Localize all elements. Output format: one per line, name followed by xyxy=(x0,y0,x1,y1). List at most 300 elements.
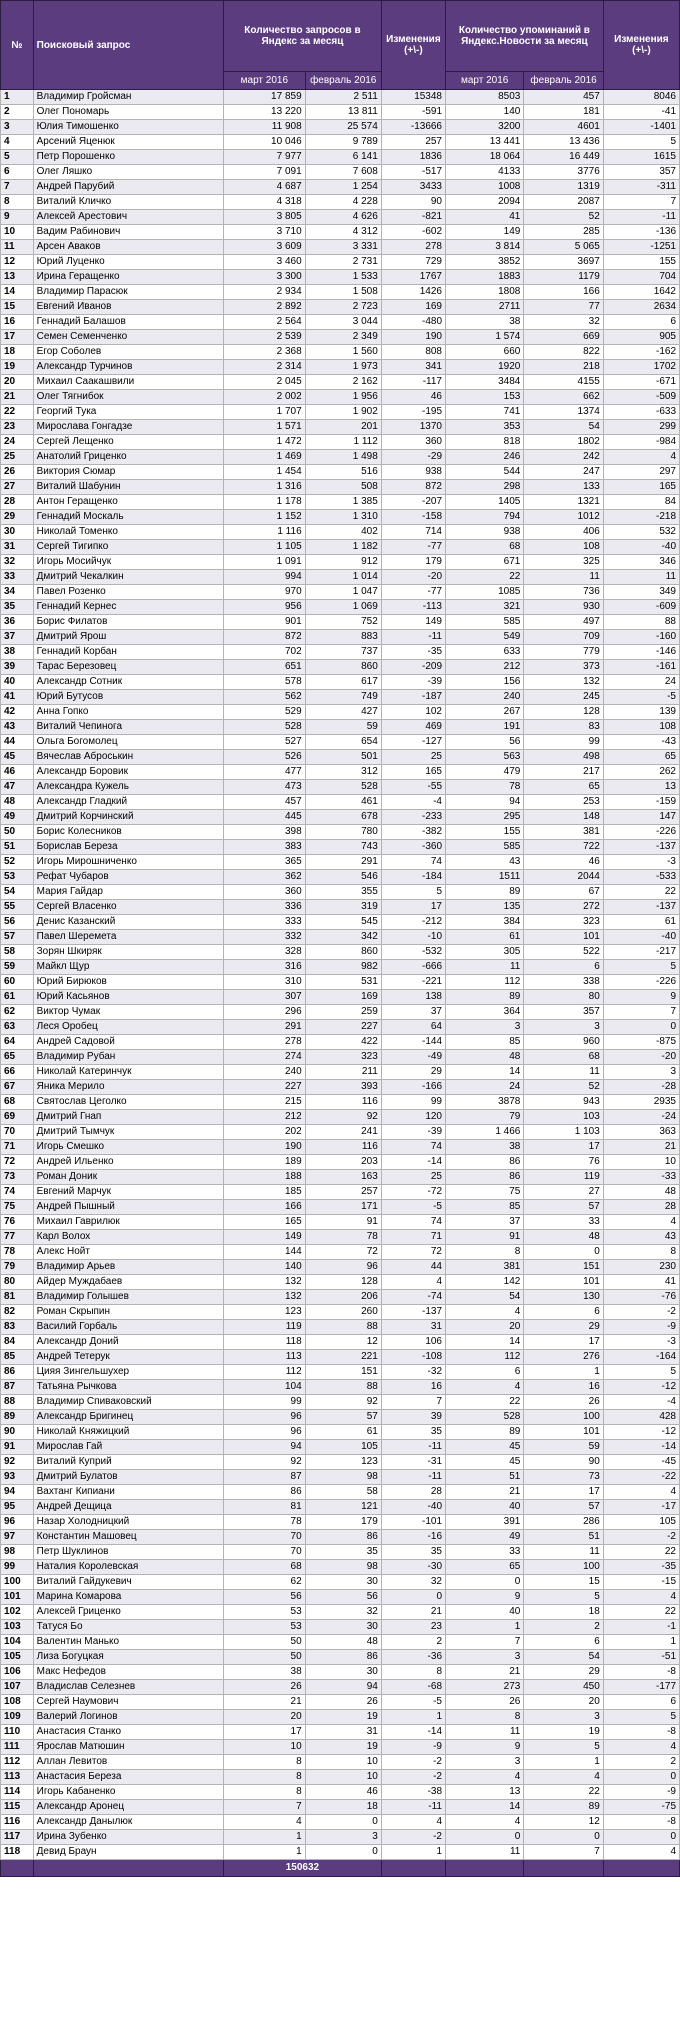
news-march-cell: 1 574 xyxy=(446,330,524,345)
news-change-cell: 4 xyxy=(603,1215,679,1230)
yandex-february-cell: 61 xyxy=(305,1425,381,1440)
row-number-cell: 7 xyxy=(1,180,34,195)
news-march-cell: 1405 xyxy=(446,495,524,510)
table-row xyxy=(1,570,680,585)
table-row xyxy=(1,1425,680,1440)
query-name-cell: Александр Сотник xyxy=(33,675,223,690)
yandex-march-cell: 99 xyxy=(224,1395,306,1410)
news-march-cell: 1 xyxy=(446,1620,524,1635)
row-number-cell: 74 xyxy=(1,1185,34,1200)
yandex-march-cell: 113 xyxy=(224,1350,306,1365)
query-name-cell: Дмитрий Тымчук xyxy=(33,1125,223,1140)
news-change-cell: -51 xyxy=(603,1650,679,1665)
yandex-february-cell: 1 385 xyxy=(305,495,381,510)
news-change-cell: -2 xyxy=(603,1530,679,1545)
yandex-february-cell: 1 498 xyxy=(305,450,381,465)
table-row xyxy=(1,1380,680,1395)
yandex-change-cell: 1836 xyxy=(381,150,445,165)
table-row xyxy=(1,1335,680,1350)
table-row xyxy=(1,195,680,210)
yandex-march-cell: 123 xyxy=(224,1305,306,1320)
yandex-february-cell: 342 xyxy=(305,930,381,945)
news-february-cell: 17 xyxy=(524,1140,603,1155)
news-march-cell: 13 441 xyxy=(446,135,524,150)
yandex-change-cell: -187 xyxy=(381,690,445,705)
news-march-cell: 56 xyxy=(446,735,524,750)
news-february-cell: 450 xyxy=(524,1680,603,1695)
news-february-cell: 381 xyxy=(524,825,603,840)
news-march-cell: 89 xyxy=(446,885,524,900)
query-name-cell: Евгений Марчук xyxy=(33,1185,223,1200)
header-num: № xyxy=(1,1,34,90)
yandex-march-cell: 578 xyxy=(224,675,306,690)
yandex-change-cell: -9 xyxy=(381,1740,445,1755)
row-number-cell: 29 xyxy=(1,510,34,525)
yandex-february-cell: 860 xyxy=(305,945,381,960)
subheader-news-february: февраль 2016 xyxy=(524,72,603,90)
row-number-cell: 96 xyxy=(1,1515,34,1530)
query-name-cell: Вахтанг Кипиани xyxy=(33,1485,223,1500)
row-number-cell: 33 xyxy=(1,570,34,585)
yandex-change-cell: -4 xyxy=(381,795,445,810)
yandex-march-cell: 274 xyxy=(224,1050,306,1065)
news-february-cell: 4 xyxy=(524,1770,603,1785)
yandex-february-cell: 31 xyxy=(305,1725,381,1740)
query-name-cell: Александр Данылюк xyxy=(33,1815,223,1830)
news-change-cell: 4 xyxy=(603,1845,679,1860)
yandex-march-cell: 994 xyxy=(224,570,306,585)
yandex-march-cell: 70 xyxy=(224,1545,306,1560)
news-change-cell: -9 xyxy=(603,1785,679,1800)
news-change-cell: -22 xyxy=(603,1470,679,1485)
yandex-change-cell: -11 xyxy=(381,1440,445,1455)
news-february-cell: 217 xyxy=(524,765,603,780)
yandex-march-cell: 2 002 xyxy=(224,390,306,405)
news-change-cell: -28 xyxy=(603,1080,679,1095)
yandex-march-cell: 185 xyxy=(224,1185,306,1200)
yandex-change-cell: -602 xyxy=(381,225,445,240)
news-march-cell: 89 xyxy=(446,990,524,1005)
yandex-march-cell: 4 318 xyxy=(224,195,306,210)
news-march-cell: 13 xyxy=(446,1785,524,1800)
yandex-march-cell: 1 116 xyxy=(224,525,306,540)
query-name-cell: Александр Бригинец xyxy=(33,1410,223,1425)
table-row xyxy=(1,1155,680,1170)
news-february-cell: 48 xyxy=(524,1230,603,1245)
yandex-change-cell: -2 xyxy=(381,1755,445,1770)
yandex-march-cell: 1 571 xyxy=(224,420,306,435)
news-february-cell: 253 xyxy=(524,795,603,810)
table-row xyxy=(1,1020,680,1035)
news-february-cell: 17 xyxy=(524,1335,603,1350)
table-row xyxy=(1,675,680,690)
yandex-change-cell: 39 xyxy=(381,1410,445,1425)
news-february-cell: 90 xyxy=(524,1455,603,1470)
yandex-change-cell: -49 xyxy=(381,1050,445,1065)
news-march-cell: 11 xyxy=(446,1725,524,1740)
yandex-march-cell: 702 xyxy=(224,645,306,660)
yandex-march-cell: 477 xyxy=(224,765,306,780)
yandex-change-cell: 138 xyxy=(381,990,445,1005)
table-row xyxy=(1,525,680,540)
row-number-cell: 90 xyxy=(1,1425,34,1440)
news-february-cell: 4155 xyxy=(524,375,603,390)
query-name-cell: Роман Доник xyxy=(33,1170,223,1185)
yandex-february-cell: 163 xyxy=(305,1170,381,1185)
news-february-cell: 54 xyxy=(524,420,603,435)
news-march-cell: 2711 xyxy=(446,300,524,315)
news-change-cell: 6 xyxy=(603,315,679,330)
news-february-cell: 1374 xyxy=(524,405,603,420)
yandex-march-cell: 50 xyxy=(224,1650,306,1665)
yandex-march-cell: 1 469 xyxy=(224,450,306,465)
news-february-cell: 52 xyxy=(524,210,603,225)
news-february-cell: 80 xyxy=(524,990,603,1005)
row-number-cell: 66 xyxy=(1,1065,34,1080)
news-march-cell: 0 xyxy=(446,1575,524,1590)
yandex-february-cell: 1 973 xyxy=(305,360,381,375)
table-row xyxy=(1,840,680,855)
row-number-cell: 107 xyxy=(1,1680,34,1695)
news-march-cell: 3 xyxy=(446,1755,524,1770)
yandex-march-cell: 87 xyxy=(224,1470,306,1485)
news-march-cell: 0 xyxy=(446,1830,524,1845)
table-row xyxy=(1,660,680,675)
news-february-cell: 130 xyxy=(524,1290,603,1305)
news-march-cell: 8 xyxy=(446,1710,524,1725)
news-change-cell: -14 xyxy=(603,1440,679,1455)
yandex-march-cell: 4 687 xyxy=(224,180,306,195)
footer-cell-empty xyxy=(1,1860,34,1877)
yandex-march-cell: 1 316 xyxy=(224,480,306,495)
table-row xyxy=(1,1785,680,1800)
news-change-cell: 346 xyxy=(603,555,679,570)
table-row xyxy=(1,1620,680,1635)
yandex-march-cell: 291 xyxy=(224,1020,306,1035)
news-february-cell: 669 xyxy=(524,330,603,345)
yandex-february-cell: 30 xyxy=(305,1620,381,1635)
yandex-february-cell: 545 xyxy=(305,915,381,930)
row-number-cell: 106 xyxy=(1,1665,34,1680)
query-name-cell: Андрей Тетерук xyxy=(33,1350,223,1365)
yandex-change-cell: 938 xyxy=(381,465,445,480)
query-name-cell: Виталий Куприй xyxy=(33,1455,223,1470)
yandex-change-cell: -209 xyxy=(381,660,445,675)
query-name-cell: Виталий Чепинога xyxy=(33,720,223,735)
yandex-february-cell: 461 xyxy=(305,795,381,810)
news-march-cell: 49 xyxy=(446,1530,524,1545)
row-number-cell: 45 xyxy=(1,750,34,765)
table-row xyxy=(1,1560,680,1575)
table-row xyxy=(1,945,680,960)
news-march-cell: 51 xyxy=(446,1470,524,1485)
news-change-cell: -533 xyxy=(603,870,679,885)
news-march-cell: 68 xyxy=(446,540,524,555)
news-march-cell: 91 xyxy=(446,1230,524,1245)
yandex-march-cell: 1 472 xyxy=(224,435,306,450)
row-number-cell: 37 xyxy=(1,630,34,645)
row-number-cell: 59 xyxy=(1,960,34,975)
row-number-cell: 89 xyxy=(1,1410,34,1425)
news-march-cell: 156 xyxy=(446,675,524,690)
footer-cell-empty xyxy=(524,1860,603,1877)
yandex-february-cell: 9 789 xyxy=(305,135,381,150)
query-name-cell: Марина Комарова xyxy=(33,1590,223,1605)
news-change-cell: -75 xyxy=(603,1800,679,1815)
yandex-march-cell: 473 xyxy=(224,780,306,795)
news-march-cell: 48 xyxy=(446,1050,524,1065)
yandex-change-cell: -2 xyxy=(381,1770,445,1785)
subheader-yandex-march: март 2016 xyxy=(224,72,306,90)
query-name-cell: Константин Машовец xyxy=(33,1530,223,1545)
yandex-february-cell: 312 xyxy=(305,765,381,780)
yandex-change-cell: 25 xyxy=(381,1170,445,1185)
query-name-cell: Геннадий Кернес xyxy=(33,600,223,615)
table-row xyxy=(1,315,680,330)
news-change-cell: -12 xyxy=(603,1380,679,1395)
yandex-february-cell: 58 xyxy=(305,1485,381,1500)
news-march-cell: 86 xyxy=(446,1155,524,1170)
news-february-cell: 29 xyxy=(524,1665,603,1680)
news-change-cell: 0 xyxy=(603,1020,679,1035)
table-row xyxy=(1,405,680,420)
row-number-cell: 8 xyxy=(1,195,34,210)
news-change-cell: -17 xyxy=(603,1500,679,1515)
table-footer xyxy=(1,1860,680,1877)
yandex-change-cell: -30 xyxy=(381,1560,445,1575)
yandex-february-cell: 1 182 xyxy=(305,540,381,555)
yandex-march-cell: 38 xyxy=(224,1665,306,1680)
table-row xyxy=(1,1140,680,1155)
yandex-february-cell: 92 xyxy=(305,1110,381,1125)
query-name-cell: Александр Аронец xyxy=(33,1800,223,1815)
news-march-cell: 1085 xyxy=(446,585,524,600)
yandex-february-cell: 201 xyxy=(305,420,381,435)
yandex-change-cell: 64 xyxy=(381,1020,445,1035)
row-number-cell: 72 xyxy=(1,1155,34,1170)
yandex-march-cell: 3 710 xyxy=(224,225,306,240)
news-february-cell: 943 xyxy=(524,1095,603,1110)
yandex-march-cell: 360 xyxy=(224,885,306,900)
news-march-cell: 4 xyxy=(446,1305,524,1320)
news-february-cell: 83 xyxy=(524,720,603,735)
yandex-march-cell: 4 xyxy=(224,1815,306,1830)
query-name-cell: Цияя Зингельшухер xyxy=(33,1365,223,1380)
yandex-change-cell: 106 xyxy=(381,1335,445,1350)
yandex-march-cell: 50 xyxy=(224,1635,306,1650)
yandex-february-cell: 10 xyxy=(305,1770,381,1785)
query-name-cell: Мирослава Гонгадзе xyxy=(33,420,223,435)
yandex-change-cell: 15348 xyxy=(381,90,445,105)
row-number-cell: 35 xyxy=(1,600,34,615)
news-february-cell: 498 xyxy=(524,750,603,765)
yandex-change-cell: -35 xyxy=(381,645,445,660)
table-row xyxy=(1,1440,680,1455)
table-row xyxy=(1,1695,680,1710)
news-change-cell: 139 xyxy=(603,705,679,720)
yandex-february-cell: 18 xyxy=(305,1800,381,1815)
yandex-change-cell: -212 xyxy=(381,915,445,930)
row-number-cell: 28 xyxy=(1,495,34,510)
yandex-february-cell: 88 xyxy=(305,1380,381,1395)
yandex-change-cell: 341 xyxy=(381,360,445,375)
news-february-cell: 166 xyxy=(524,285,603,300)
row-number-cell: 82 xyxy=(1,1305,34,1320)
news-change-cell: 905 xyxy=(603,330,679,345)
news-change-cell: 230 xyxy=(603,1260,679,1275)
yandex-february-cell: 30 xyxy=(305,1575,381,1590)
news-change-cell: -9 xyxy=(603,1320,679,1335)
yandex-change-cell: 2 xyxy=(381,1635,445,1650)
yandex-march-cell: 7 977 xyxy=(224,150,306,165)
query-name-cell: Дмитрий Чекалкин xyxy=(33,570,223,585)
row-number-cell: 43 xyxy=(1,720,34,735)
yandex-change-cell: 179 xyxy=(381,555,445,570)
query-name-cell: Лиза Богуцкая xyxy=(33,1650,223,1665)
news-march-cell: 938 xyxy=(446,525,524,540)
news-march-cell: 479 xyxy=(446,765,524,780)
query-name-cell: Юрий Касьянов xyxy=(33,990,223,1005)
yandex-march-cell: 11 908 xyxy=(224,120,306,135)
table-row xyxy=(1,1755,680,1770)
news-change-cell: -24 xyxy=(603,1110,679,1125)
news-march-cell: 295 xyxy=(446,810,524,825)
yandex-change-cell: -117 xyxy=(381,375,445,390)
news-march-cell: 1883 xyxy=(446,270,524,285)
query-name-cell: Виталий Шабунин xyxy=(33,480,223,495)
row-number-cell: 118 xyxy=(1,1845,34,1860)
news-february-cell: 5 xyxy=(524,1740,603,1755)
row-number-cell: 6 xyxy=(1,165,34,180)
yandex-march-cell: 240 xyxy=(224,1065,306,1080)
news-february-cell: 736 xyxy=(524,585,603,600)
news-change-cell: -43 xyxy=(603,735,679,750)
news-february-cell: 57 xyxy=(524,1500,603,1515)
table-row xyxy=(1,630,680,645)
news-change-cell: -11 xyxy=(603,210,679,225)
yandex-march-cell: 445 xyxy=(224,810,306,825)
news-march-cell: 38 xyxy=(446,1140,524,1155)
news-february-cell: 57 xyxy=(524,1200,603,1215)
yandex-change-cell: 102 xyxy=(381,705,445,720)
yandex-february-cell: 86 xyxy=(305,1650,381,1665)
row-number-cell: 80 xyxy=(1,1275,34,1290)
table-row xyxy=(1,825,680,840)
yandex-change-cell: 714 xyxy=(381,525,445,540)
table-row xyxy=(1,1470,680,1485)
table-row xyxy=(1,1710,680,1725)
yandex-february-cell: 1 047 xyxy=(305,585,381,600)
news-february-cell: 325 xyxy=(524,555,603,570)
news-march-cell: 7 xyxy=(446,1635,524,1650)
yandex-february-cell: 151 xyxy=(305,1365,381,1380)
row-number-cell: 24 xyxy=(1,435,34,450)
news-change-cell: 299 xyxy=(603,420,679,435)
yandex-change-cell: -480 xyxy=(381,315,445,330)
news-february-cell: 2087 xyxy=(524,195,603,210)
news-february-cell: 457 xyxy=(524,90,603,105)
news-february-cell: 373 xyxy=(524,660,603,675)
news-march-cell: 671 xyxy=(446,555,524,570)
yandex-february-cell: 2 162 xyxy=(305,375,381,390)
news-change-cell: 65 xyxy=(603,750,679,765)
news-february-cell: 722 xyxy=(524,840,603,855)
yandex-february-cell: 0 xyxy=(305,1815,381,1830)
news-march-cell: 21 xyxy=(446,1485,524,1500)
news-change-cell: 7 xyxy=(603,195,679,210)
news-march-cell: 267 xyxy=(446,705,524,720)
yandex-march-cell: 651 xyxy=(224,660,306,675)
news-change-cell: 84 xyxy=(603,495,679,510)
yandex-change-cell: -11 xyxy=(381,1470,445,1485)
yandex-march-cell: 872 xyxy=(224,630,306,645)
table-row xyxy=(1,1815,680,1830)
news-march-cell: 33 xyxy=(446,1545,524,1560)
news-february-cell: 27 xyxy=(524,1185,603,1200)
news-change-cell: -12 xyxy=(603,1425,679,1440)
table-row xyxy=(1,1215,680,1230)
yandex-march-cell: 53 xyxy=(224,1620,306,1635)
news-february-cell: 11 xyxy=(524,570,603,585)
news-march-cell: 9 xyxy=(446,1740,524,1755)
news-march-cell: 585 xyxy=(446,615,524,630)
news-change-cell: -218 xyxy=(603,510,679,525)
news-february-cell: 20 xyxy=(524,1695,603,1710)
row-number-cell: 68 xyxy=(1,1095,34,1110)
yandex-change-cell: 90 xyxy=(381,195,445,210)
news-february-cell: 181 xyxy=(524,105,603,120)
row-number-cell: 13 xyxy=(1,270,34,285)
yandex-march-cell: 1 091 xyxy=(224,555,306,570)
table-row xyxy=(1,90,680,105)
news-march-cell: 94 xyxy=(446,795,524,810)
news-march-cell: 1511 xyxy=(446,870,524,885)
news-february-cell: 46 xyxy=(524,855,603,870)
yandex-change-cell: 190 xyxy=(381,330,445,345)
table-row xyxy=(1,990,680,1005)
table-row xyxy=(1,390,680,405)
row-number-cell: 109 xyxy=(1,1710,34,1725)
news-february-cell: 247 xyxy=(524,465,603,480)
news-march-cell: 3878 xyxy=(446,1095,524,1110)
yandex-february-cell: 19 xyxy=(305,1710,381,1725)
footer-cell-empty xyxy=(381,1860,445,1877)
news-february-cell: 1 xyxy=(524,1755,603,1770)
table-row xyxy=(1,1635,680,1650)
news-change-cell: 21 xyxy=(603,1140,679,1155)
news-march-cell: 78 xyxy=(446,780,524,795)
row-number-cell: 114 xyxy=(1,1785,34,1800)
yandex-change-cell: 74 xyxy=(381,1215,445,1230)
table-row xyxy=(1,1065,680,1080)
news-march-cell: 3 814 xyxy=(446,240,524,255)
query-name-cell: Владимир Парасюк xyxy=(33,285,223,300)
news-march-cell: 246 xyxy=(446,450,524,465)
yandex-february-cell: 19 xyxy=(305,1740,381,1755)
table-row xyxy=(1,1500,680,1515)
yandex-march-cell: 1 178 xyxy=(224,495,306,510)
yandex-february-cell: 88 xyxy=(305,1320,381,1335)
news-march-cell: 633 xyxy=(446,645,524,660)
table-row xyxy=(1,465,680,480)
query-name-cell: Дмитрий Ярош xyxy=(33,630,223,645)
header-news-mentions: Количество упоминаний в Яндекс.Новости за месяц xyxy=(446,1,604,72)
news-february-cell: 65 xyxy=(524,780,603,795)
news-march-cell: 14 xyxy=(446,1065,524,1080)
news-march-cell: 381 xyxy=(446,1260,524,1275)
query-name-cell: Алекс Нойт xyxy=(33,1245,223,1260)
yandex-change-cell: 72 xyxy=(381,1245,445,1260)
